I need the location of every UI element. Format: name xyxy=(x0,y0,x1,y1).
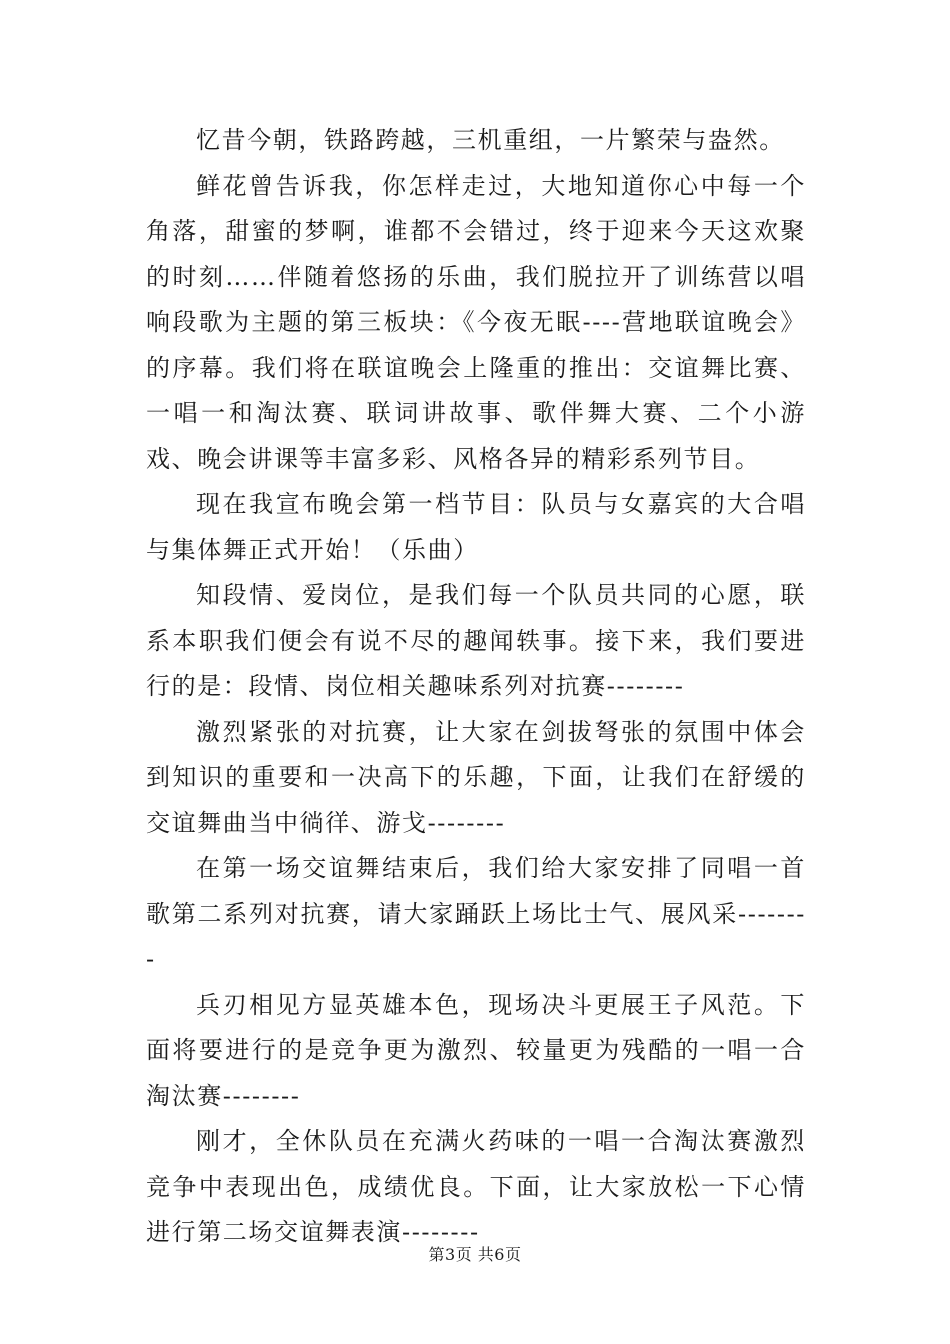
paragraph: 鲜花曾告诉我，你怎样走过，大地知道你心中每一个角落，甜蜜的梦啊，谁都不会错过，终于迎来今天这欢聚的时刻……伴随着悠扬的乐曲，我们脱拉开了训练营以唱响段歌为主题的第三板块：《今夜无眠----营地联谊晚会》的序幕。我们将在联谊晚会上隆重的推出：交谊舞比赛、一唱一和淘汰赛、联词讲故事、歌伴舞大赛、二个小游戏、晚会讲课等丰富多彩、风格各异的精彩系列节目。 xyxy=(146,171,806,473)
paragraph: 激烈紧张的对抗赛，让大家在剑拔弩张的氛围中体会到知识的重要和一决高下的乐趣，下面，让我们在舒缓的交谊舞曲当中徜徉、游戈-------- xyxy=(146,717,806,837)
page-number-footer: 第3页 共6页 xyxy=(428,1245,522,1264)
paragraph: 现在我宣布晚会第一档节目：队员与女嘉宾的大合唱与集体舞正式开始！（乐曲） xyxy=(146,490,806,564)
paragraph: 知段情、爱岗位，是我们每一个队员共同的心愿，联系本职我们便会有说不尽的趣闻轶事。接下来，我们要进行的是：段情、岗位相关趣味系列对抗赛-------- xyxy=(146,581,806,700)
paragraph: 刚才，全休队员在充满火药味的一唱一合淘汰赛激烈竞争中表现出色，成绩优良。下面，让大家放松一下心情进行第二场交谊舞表演-------- xyxy=(146,1127,806,1246)
paragraph: 兵刃相见方显英雄本色，现场决斗更展王子风范。下面将要进行的是竞争更为激烈、较量更为残酷的一唱一合淘汰赛-------- xyxy=(146,990,806,1110)
paragraph: 在第一场交谊舞结束后，我们给大家安排了同唱一首歌第二系列对抗赛，请大家踊跃上场比士气、展风采-------- xyxy=(146,854,806,973)
document-body xyxy=(146,118,806,1256)
paragraph: 忆昔今朝，铁路跨越，三机重组，一片繁荣与盎然。 xyxy=(196,126,785,154)
